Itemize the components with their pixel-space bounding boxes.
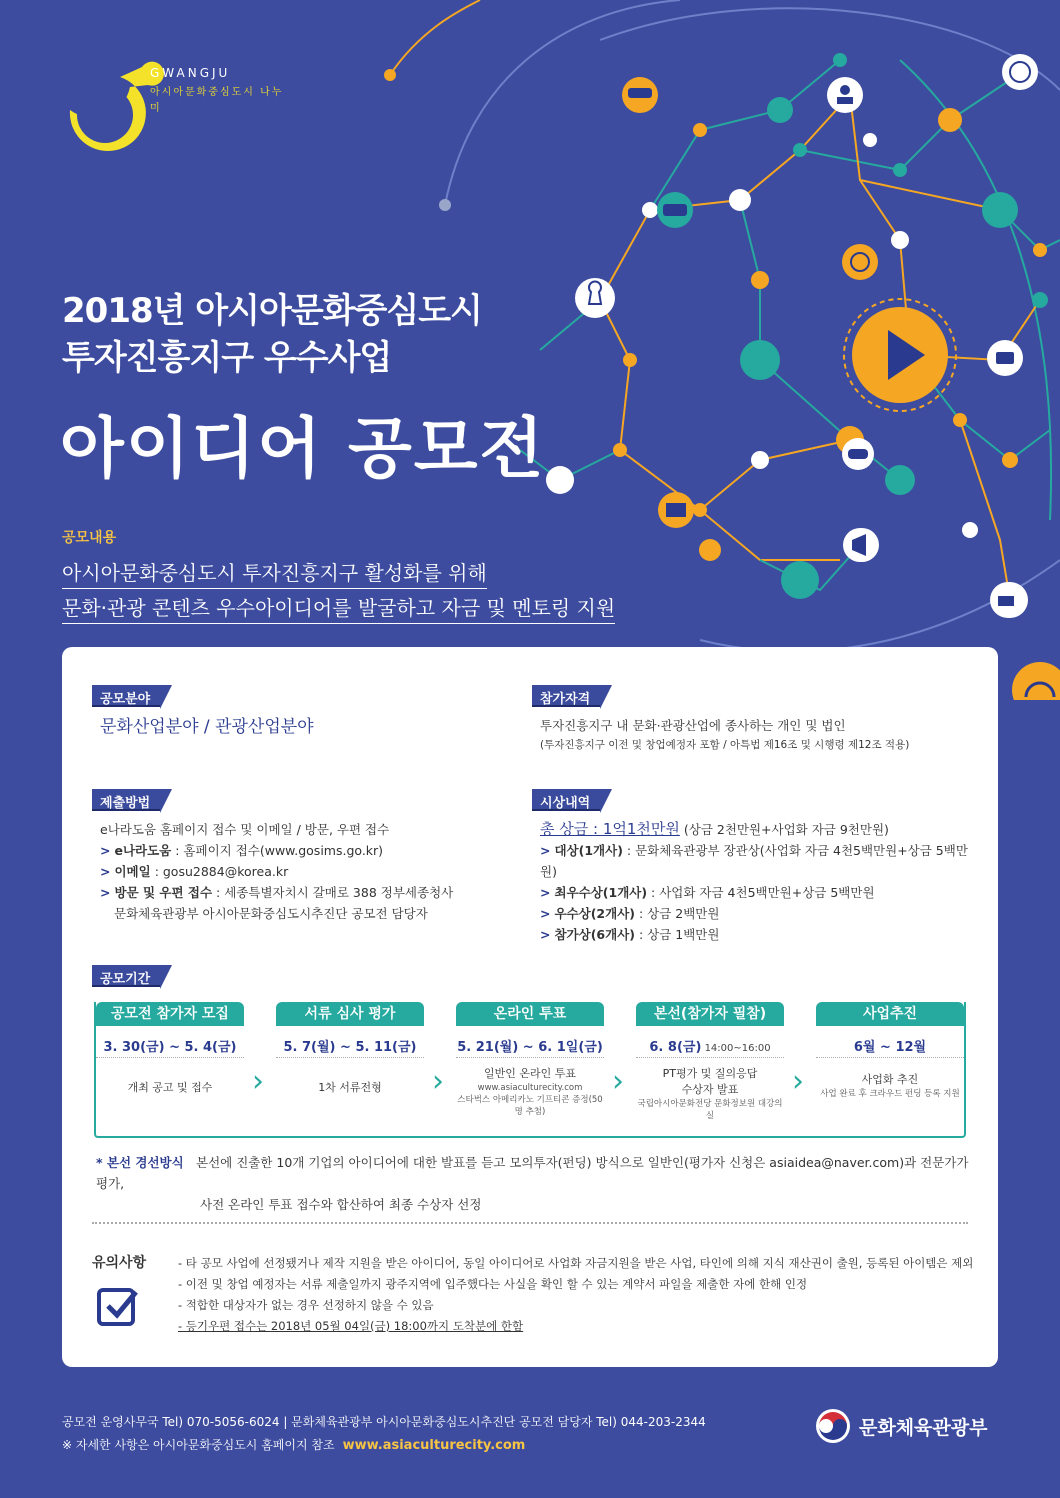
info-card (62, 647, 998, 1367)
submission-mail: > 이메일 : gosu2884@korea.kr (100, 864, 289, 879)
timeline (94, 1002, 966, 1138)
award-item: > 최우수상(1개사) : 사업화 자금 4천5백만원+상금 5백만원 (540, 885, 875, 900)
chevron-right-icon: › (432, 1064, 444, 1099)
headline-line1: 2018년 아시아문화중심도시 (62, 291, 482, 331)
eligibility-line1: 투자진흥지구 내 문화·관광산업에 종사하는 개인 및 법인 (540, 718, 846, 733)
ministry-logo: 문화체육관광부 (815, 1408, 987, 1444)
submission-visit-2: 문화체육관광부 아시아문화중심도시추진단 공모전 담당자 (114, 906, 428, 921)
notice-item: - 적합한 대상자가 없는 경우 선정하지 않을 수 있음 (178, 1298, 434, 1312)
footer-contacts: 공모전 운영사무국 Tel) 070-5056-6024 | 문화체육관광부 아시아문화중심도시추진단 공모전 담당자 Tel) 044-203-2344 (62, 1415, 706, 1429)
timeline-step: 사업추진 6월 ~ 12월 사업화 추진 사업 완료 후 크라우드 펀딩 등록 지원 (816, 1002, 964, 1100)
logo-subtitle: 아시아문화중심도시 나누미 (150, 87, 284, 114)
headline-line2: 투자진흥지구 우수사업 (62, 338, 392, 378)
website-link[interactable]: www.asiaculturecity.com (342, 1438, 526, 1453)
chevron-right-icon: › (252, 1064, 264, 1099)
notice-item: - 이전 및 창업 예정자는 서류 제출일까지 광주지역에 입주했다는 사실을 확인 할 수 있는 계약서 파일을 제출한 자에 한해 인정 (178, 1277, 808, 1291)
award-item: > 대상(1개사) : 문화체육관광부 장관상(사업화 자금 4천5백만원+상금 5백만원) (540, 843, 968, 879)
footer-note: ※ 자세한 사항은 아시아문화중심도시 홈페이지 참조 www.asiaculturecity.com (62, 1438, 526, 1453)
notice-label: 유의사항 (92, 1255, 147, 1271)
field-tag: 공모분야 (92, 685, 160, 707)
checkbox-icon (96, 1284, 140, 1328)
submission-e: > e나라도움 : 홈페이지 접수(www.gosims.go.kr) (100, 843, 384, 858)
intro-line2: 문화·관광 콘텐츠 우수아이디어를 발굴하고 자금 및 멘토링 지원 (62, 592, 615, 624)
awards-total: 총 상금 : 1억1천만원 (상금 2천만원+사업화 자금 9천만원) (540, 820, 889, 838)
field-value: 문화산업분야 / 관광산업분야 (100, 717, 314, 737)
notice-list (178, 1253, 988, 1337)
submission-visit: > 방문 및 우편 접수 : 세종특별자치시 갈매로 388 정부세종청사 (100, 885, 454, 900)
timeline-step: 본선(참가자 필참) 6. 8(금) 14:00~16:00 PT평가 및 질의응답 수상자 발표 국립아시아문화전당 문화정보원 대강의실 (636, 1002, 784, 1122)
submission-list (100, 819, 510, 924)
eligibility-tag: 참가자격 (532, 685, 600, 707)
timeline-step: 서류 심사 평가 5. 7(월) ~ 5. 11(금) 1차 서류전형 (276, 1002, 424, 1096)
final-method: * 본선 경선방식 본선에 진출한 10개 기업의 아이디어에 대한 발표를 듣고 모의투자(펀딩) 방식으로 일반인(평가자 신청은 asiaidea@naver.com)과 전문가가 평가, 사전 온라인 투표 접수와 합산하여 최종 수상자 선정 (96, 1155, 969, 1212)
eligibility-line2: (투자진흥지구 이전 및 창업예정자 포함 / 아특법 제16조 및 시행령 제12조 적용) (540, 739, 910, 751)
award-item: > 우수상(2개사) : 상금 2백만원 (540, 906, 720, 921)
notice-item: - 등기우편 접수는 2018년 05월 04일(금) 18:00까지 도착분에 한함 (178, 1319, 524, 1333)
timeline-step: 공모전 참가자 모집 3. 30(금) ~ 5. 4(금) 개최 공고 및 접수 (96, 1002, 244, 1096)
awards-list (540, 819, 980, 945)
intro-line1: 아시아문화중심도시 투자진흥지구 활성화를 위해 (62, 557, 487, 589)
timeline-step: 온라인 투표 5. 21(월) ~ 6. 1일(금) 일반인 온라인 투표 www.asiaculturecity.com 스타벅스 아메리카노 기프티콘 증정(50명 추첨) (456, 1002, 604, 1118)
chevron-right-icon: › (612, 1064, 624, 1099)
intro-label: 공모내용 (62, 530, 117, 546)
awards-tag: 시상내역 (532, 789, 600, 811)
period-tag: 공모기간 (92, 965, 160, 987)
award-item: > 참가상(6개사) : 상금 1백만원 (540, 927, 720, 942)
submission-line0: e나라도움 홈페이지 접수 및 이메일 / 방문, 우편 접수 (100, 822, 390, 837)
headline-main: 아이디어 공모전 (60, 410, 546, 487)
logo-wordmark: GWANGJU (150, 66, 231, 80)
taegeuk-icon (815, 1408, 851, 1444)
notice-item: - 타 공모 사업에 선정됐거나 제작 지원을 받은 아이디어, 동일 아이디어로 사업화 자금지원을 받은 사업, 타인에 의해 지식 재산권이 출원, 등록된 아이템은 제외 (178, 1256, 974, 1270)
divider (92, 1222, 968, 1224)
chevron-right-icon: › (792, 1064, 804, 1099)
submission-tag: 제출방법 (92, 789, 160, 811)
